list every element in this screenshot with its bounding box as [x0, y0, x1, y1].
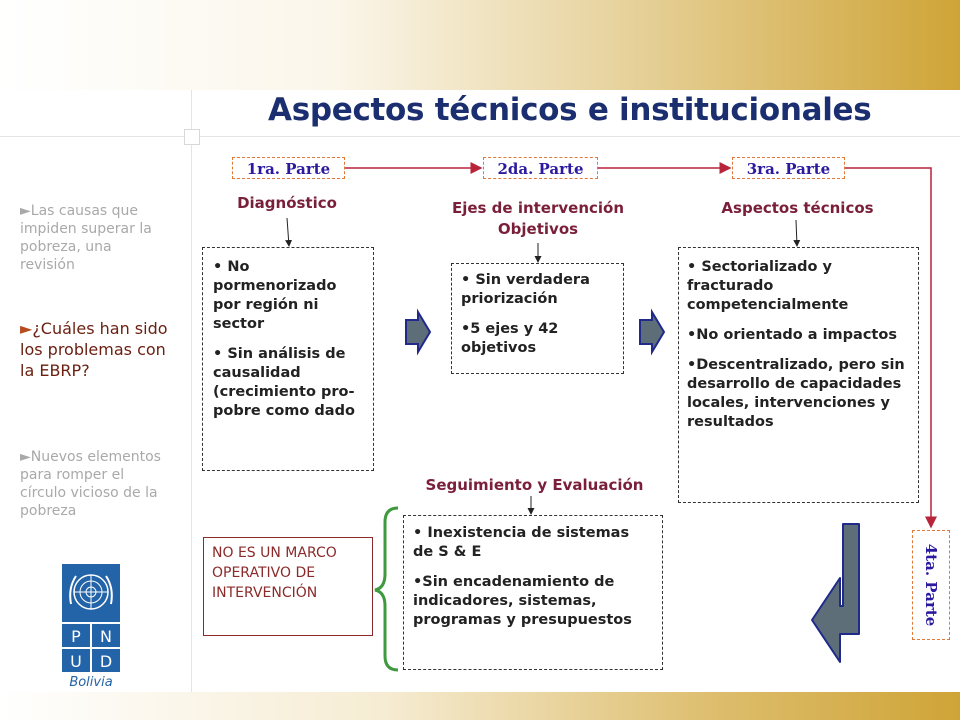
- ejes-heading-line1: Ejes de intervención: [451, 199, 625, 217]
- svg-text:N: N: [100, 627, 112, 646]
- list-item: • Sin verdadera priorización: [461, 272, 590, 307]
- logo-caption: Bolivia: [69, 675, 113, 690]
- part-2-label: 2da. Parte: [483, 157, 598, 179]
- svg-text:D: D: [99, 652, 113, 671]
- triangle-bullet-icon: ►: [20, 203, 31, 219]
- sidebar-item-label: Las causas que impiden superar la pobreza, una revisión: [20, 203, 152, 273]
- part-1-label: 1ra. Parte: [232, 157, 345, 179]
- seguimiento-box: [403, 515, 663, 670]
- diagnostico-heading: Diagnóstico: [237, 194, 337, 212]
- ejes-heading-line2: Objetivos: [497, 220, 579, 238]
- sidebar-item-label: ¿Cuáles han sido los problemas con la EBRP?: [20, 319, 168, 380]
- tecnicos-pointer: [796, 220, 797, 246]
- svg-text:U: U: [70, 652, 82, 671]
- page-title: Aspectos técnicos e institucionales: [268, 92, 872, 128]
- sidebar-item-label: Nuevos elementos para romper el círculo vicioso de la pobreza: [20, 449, 161, 519]
- ejes-heading: [418, 198, 658, 240]
- list-item: • Sectorializado y fracturado competencialmente: [687, 259, 849, 313]
- tecnicos-box: [678, 247, 919, 503]
- diagnostico-box: [202, 247, 374, 471]
- svg-text:P: P: [71, 627, 81, 646]
- list-item: •5 ejes y 42 objetivos: [461, 321, 559, 356]
- list-item: • No pormenorizado por región ni sector: [213, 259, 337, 332]
- right-arrow-icon-2: [640, 312, 664, 352]
- part-4-label: 4ta. Parte: [912, 530, 950, 640]
- down-left-arrow-icon: [812, 524, 859, 662]
- ejes-box: [451, 263, 624, 374]
- triangle-bullet-icon: ►: [20, 449, 31, 465]
- part-3-label: 3ra. Parte: [732, 157, 845, 179]
- list-item: • Inexistencia de sistemas de S & E: [413, 525, 630, 560]
- seguimiento-heading: Seguimiento y Evaluación: [425, 476, 644, 494]
- list-item: •Sin encadenamiento de indicadores, sistemas, programas y presupuestos: [413, 574, 632, 628]
- list-item: •No orientado a impactos: [687, 327, 897, 343]
- list-item: •Descentralizado, pero sin desarrollo de capacidades locales, intervenciones y resultados: [687, 357, 905, 430]
- diagnostico-pointer: [287, 218, 289, 246]
- un-emblem-icon: [62, 564, 120, 672]
- triangle-bullet-icon: ►: [20, 319, 33, 338]
- curly-brace-icon: [375, 508, 398, 670]
- tecnicos-heading: Aspectos técnicos: [721, 199, 874, 217]
- conclusion-box: NO ES UN MARCO OPERATIVO DE INTERVENCIÓN: [203, 537, 373, 636]
- list-item: • Sin análisis de causalidad (crecimiento pro-pobre como dado: [213, 346, 355, 419]
- right-arrow-icon-1: [406, 312, 430, 352]
- undp-logo: [62, 564, 120, 676]
